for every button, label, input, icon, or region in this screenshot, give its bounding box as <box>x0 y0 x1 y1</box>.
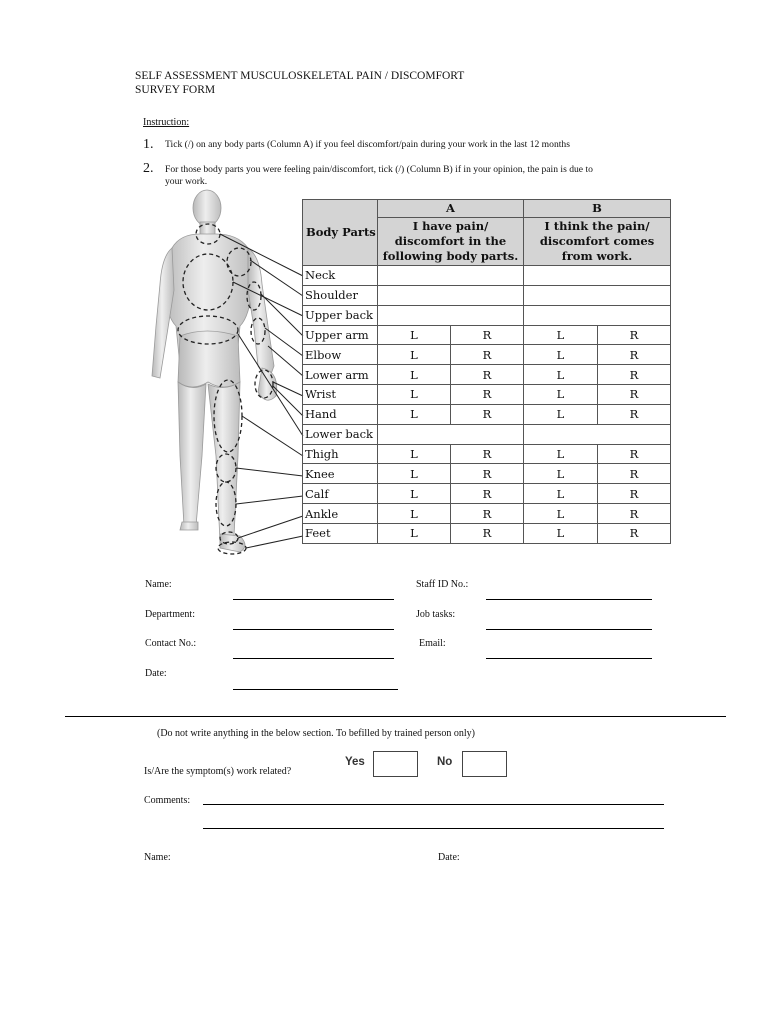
instruction-text-1: Tick (/) on any body parts (Column A) if you feel discomfort/pain during your work in the last 12 months <box>165 139 570 150</box>
header-col-b-letter: B <box>524 200 671 218</box>
yes-checkbox[interactable] <box>373 751 418 777</box>
body-part-label: Upper arm <box>303 325 378 345</box>
cell-a-right[interactable]: R <box>451 504 524 524</box>
form-title-line1: SELF ASSESSMENT MUSCULOSKELETAL PAIN / DISCOMFORT <box>135 70 465 82</box>
cell-b-right[interactable]: R <box>598 365 671 385</box>
contact-input-line[interactable] <box>233 658 394 659</box>
cell-a-right[interactable]: R <box>451 464 524 484</box>
cell-b-left[interactable]: L <box>524 325 598 345</box>
yes-label: Yes <box>345 756 365 768</box>
job-tasks-label: Job tasks: <box>416 609 456 620</box>
table-row <box>303 325 671 345</box>
cell-a-right[interactable]: R <box>451 484 524 504</box>
cell-a-left[interactable]: L <box>378 404 451 424</box>
no-label: No <box>437 756 453 768</box>
body-diagram <box>140 186 305 558</box>
date-label: Date: <box>145 668 167 679</box>
table-row <box>303 305 671 325</box>
body-part-label: Lower back <box>303 424 378 444</box>
body-part-label: Feet <box>303 523 378 543</box>
date-input-line[interactable] <box>233 689 398 690</box>
name-input-line[interactable] <box>233 599 394 600</box>
table-row <box>303 523 671 543</box>
cell-b-right[interactable]: R <box>598 385 671 405</box>
cell-b[interactable] <box>524 285 671 305</box>
cell-a[interactable] <box>378 305 524 325</box>
cell-b-left[interactable]: L <box>524 385 598 405</box>
cell-a-left[interactable]: L <box>378 504 451 524</box>
form-title-line2: SURVEY FORM <box>135 84 216 96</box>
header-col-a-letter: A <box>378 200 524 218</box>
instruction-number-1: 1. <box>143 137 154 152</box>
table-row <box>303 504 671 524</box>
instruction-text-2: For those body parts you were feeling pain/discomfort, tick (/) (Column B) if in your opinion, the pain is due to <box>165 164 593 175</box>
body-part-label: Calf <box>303 484 378 504</box>
table-row <box>303 404 671 424</box>
office-date-label: Date: <box>438 852 460 863</box>
body-part-label: Hand <box>303 404 378 424</box>
body-part-label: Shoulder <box>303 285 378 305</box>
cell-b-right[interactable]: R <box>598 504 671 524</box>
form-title <box>135 69 464 97</box>
table-row <box>303 444 671 464</box>
office-name-label: Name: <box>144 852 171 863</box>
header-body-parts: Body Parts <box>303 200 378 266</box>
cell-b-left[interactable]: L <box>524 345 598 365</box>
cell-b-left[interactable]: L <box>524 523 598 543</box>
cell-a-left[interactable]: L <box>378 523 451 543</box>
table-row <box>303 484 671 504</box>
cell-a-left[interactable]: L <box>378 385 451 405</box>
cell-a-left[interactable]: L <box>378 325 451 345</box>
body-part-label: Thigh <box>303 444 378 464</box>
department-input-line[interactable] <box>233 629 394 630</box>
table-row <box>303 285 671 305</box>
body-part-label: Knee <box>303 464 378 484</box>
comments-label: Comments: <box>144 795 191 806</box>
email-input-line[interactable] <box>486 658 652 659</box>
cell-a-right[interactable]: R <box>451 523 524 543</box>
cell-a[interactable] <box>378 266 524 286</box>
cell-b-right[interactable]: R <box>598 444 671 464</box>
cell-b[interactable] <box>524 266 671 286</box>
table-row <box>303 365 671 385</box>
email-label: Email: <box>419 638 446 649</box>
body-part-label: Ankle <box>303 504 378 524</box>
cell-b[interactable] <box>524 305 671 325</box>
cell-b-left[interactable]: L <box>524 444 598 464</box>
cell-a-right[interactable]: R <box>451 385 524 405</box>
table-row <box>303 424 671 444</box>
cell-a-right[interactable]: R <box>451 404 524 424</box>
name-label: Name: <box>145 579 172 590</box>
cell-b-right[interactable]: R <box>598 523 671 543</box>
cell-b-left[interactable]: L <box>524 365 598 385</box>
instruction-text-2-cont: your work. <box>165 176 208 187</box>
staff-id-input-line[interactable] <box>486 599 652 600</box>
cell-a-right[interactable]: R <box>451 365 524 385</box>
office-note: (Do not write anything in the below section. To befilled by trained person only) <box>157 728 475 739</box>
cell-a-right[interactable]: R <box>451 444 524 464</box>
instruction-number-2: 2. <box>143 161 154 176</box>
body-part-label: Upper back <box>303 305 378 325</box>
cell-a[interactable] <box>378 285 524 305</box>
cell-b-right[interactable]: R <box>598 464 671 484</box>
cell-b-left[interactable]: L <box>524 484 598 504</box>
cell-a[interactable] <box>378 424 524 444</box>
body-part-label: Elbow <box>303 345 378 365</box>
cell-b-left[interactable]: L <box>524 404 598 424</box>
table-row <box>303 464 671 484</box>
cell-a-left[interactable]: L <box>378 464 451 484</box>
no-checkbox[interactable] <box>462 751 507 777</box>
contact-label: Contact No.: <box>145 638 197 649</box>
comments-line-1[interactable] <box>203 804 664 805</box>
work-related-question: Is/Are the symptom(s) work related? <box>144 766 292 777</box>
header-col-b-text: I think the pain/ discomfort comes from work. <box>524 218 671 266</box>
table-row <box>303 266 671 286</box>
table-row <box>303 345 671 365</box>
cell-b-right[interactable]: R <box>598 404 671 424</box>
cell-b-left[interactable]: L <box>524 504 598 524</box>
cell-a-left[interactable]: L <box>378 345 451 365</box>
cell-b-right[interactable]: R <box>598 345 671 365</box>
cell-b[interactable] <box>524 424 671 444</box>
job-tasks-input-line[interactable] <box>486 629 652 630</box>
cell-b-right[interactable]: R <box>598 325 671 345</box>
cell-b-right[interactable]: R <box>598 484 671 504</box>
instruction-heading: Instruction: <box>143 117 190 128</box>
body-part-label: Neck <box>303 266 378 286</box>
body-part-label: Wrist <box>303 385 378 405</box>
cell-a-left[interactable]: L <box>378 484 451 504</box>
cell-b-left[interactable]: L <box>524 464 598 484</box>
cell-a-right[interactable]: R <box>451 325 524 345</box>
cell-a-left[interactable]: L <box>378 365 451 385</box>
staff-id-label: Staff ID No.: <box>416 579 469 590</box>
comments-line-2[interactable] <box>203 828 664 829</box>
body-part-label: Lower arm <box>303 365 378 385</box>
department-label: Department: <box>145 609 195 620</box>
section-divider <box>65 716 726 717</box>
body-parts-table <box>302 199 670 544</box>
cell-a-left[interactable]: L <box>378 444 451 464</box>
table-row <box>303 385 671 405</box>
human-back-figure <box>152 190 277 552</box>
header-col-a-text: I have pain/ discomfort in the following body parts. <box>378 218 524 266</box>
cell-a-right[interactable]: R <box>451 345 524 365</box>
